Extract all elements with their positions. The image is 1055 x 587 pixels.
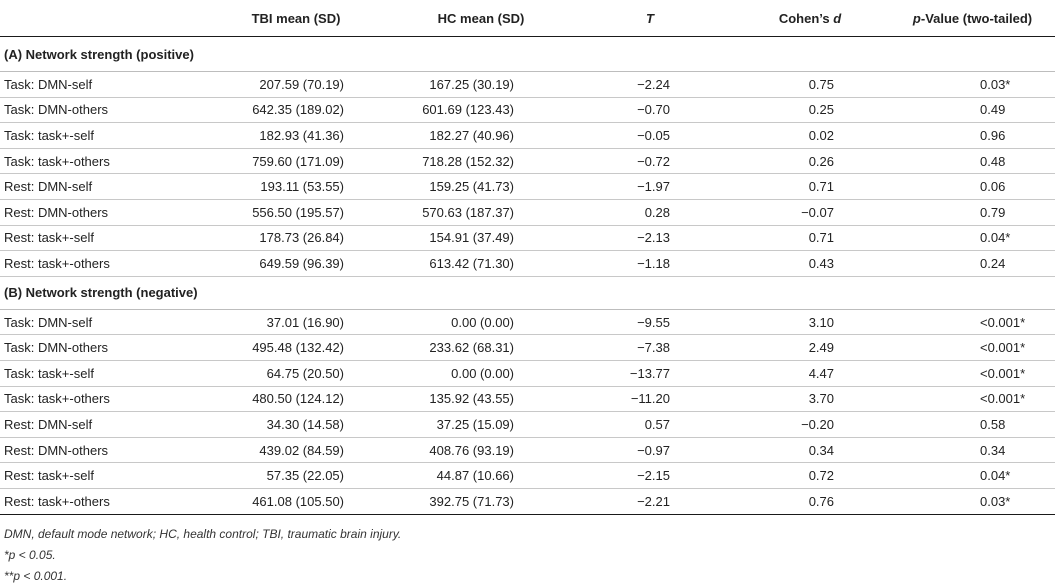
cell-tbi-mean: 461.08 (105.50)	[200, 488, 392, 514]
cell-p-value: <0.001*	[890, 335, 1055, 361]
cell-p-value: 0.49	[890, 97, 1055, 123]
cell-label: Task: task+-others	[0, 148, 200, 174]
cell-label: Rest: task+-others	[0, 488, 200, 514]
cell-label: Task: task+-self	[0, 360, 200, 386]
cell-p-value: 0.48	[890, 148, 1055, 174]
table-footnotes	[0, 524, 1055, 587]
cell-t: −2.13	[570, 225, 730, 251]
cell-p-value: 0.04*	[890, 225, 1055, 251]
table-row	[0, 225, 1055, 251]
cell-hc-mean: 37.25 (15.09)	[392, 412, 570, 438]
cell-t: −7.38	[570, 335, 730, 361]
cell-hc-mean: 0.00 (0.00)	[392, 309, 570, 335]
cell-t: 0.28	[570, 199, 730, 225]
cell-t: −9.55	[570, 309, 730, 335]
cell-p-value: 0.79	[890, 199, 1055, 225]
table-row	[0, 72, 1055, 98]
cell-cohens-d: 0.71	[730, 174, 890, 200]
header-cohens-d	[730, 0, 890, 37]
table-row	[0, 386, 1055, 412]
cell-hc-mean: 408.76 (93.19)	[392, 437, 570, 463]
cell-label: Task: task+-self	[0, 123, 200, 149]
cell-tbi-mean: 439.02 (84.59)	[200, 437, 392, 463]
header-hc: HC mean (SD)	[392, 0, 570, 37]
cell-cohens-d: 3.10	[730, 309, 890, 335]
cell-cohens-d: 0.25	[730, 97, 890, 123]
cell-tbi-mean: 182.93 (41.36)	[200, 123, 392, 149]
section-header-row	[0, 276, 1055, 309]
header-blank	[0, 0, 200, 37]
cell-cohens-d: −0.20	[730, 412, 890, 438]
footnote-abbreviations: DMN, default mode network; HC, health control; TBI, traumatic brain injury.	[4, 526, 402, 541]
cell-tbi-mean: 57.35 (22.05)	[200, 463, 392, 489]
cell-p-value: <0.001*	[890, 309, 1055, 335]
cell-label: Task: DMN-others	[0, 335, 200, 361]
cell-tbi-mean: 207.59 (70.19)	[200, 72, 392, 98]
table-row	[0, 148, 1055, 174]
table-row	[0, 251, 1055, 277]
cell-hc-mean: 392.75 (71.73)	[392, 488, 570, 514]
cell-p-value: <0.001*	[890, 386, 1055, 412]
cell-t: −2.21	[570, 488, 730, 514]
cell-label: Rest: DMN-others	[0, 199, 200, 225]
cell-t: −0.97	[570, 437, 730, 463]
cell-cohens-d: 2.49	[730, 335, 890, 361]
cell-cohens-d: 0.76	[730, 488, 890, 514]
cell-hc-mean: 601.69 (123.43)	[392, 97, 570, 123]
cell-label: Task: DMN-self	[0, 72, 200, 98]
cell-t: −2.24	[570, 72, 730, 98]
cell-label: Task: DMN-self	[0, 309, 200, 335]
header-p-suffix: -Value (two-tailed)	[920, 10, 1033, 26]
cell-t: −0.72	[570, 148, 730, 174]
header-p-symbol: p	[912, 10, 921, 26]
table-row	[0, 412, 1055, 438]
cell-hc-mean: 159.25 (41.73)	[392, 174, 570, 200]
cell-t: −1.18	[570, 251, 730, 277]
cell-tbi-mean: 193.11 (53.55)	[200, 174, 392, 200]
cell-hc-mean: 233.62 (68.31)	[392, 335, 570, 361]
cell-t: −2.15	[570, 463, 730, 489]
header-cohens-d-prefix: Cohen’s	[778, 10, 834, 26]
cell-hc-mean: 0.00 (0.00)	[392, 360, 570, 386]
footnote-significance-1: *p < 0.05.	[4, 547, 56, 562]
cell-cohens-d: 3.70	[730, 386, 890, 412]
cell-t: 0.57	[570, 412, 730, 438]
cell-label: Task: DMN-others	[0, 97, 200, 123]
cell-cohens-d: 0.34	[730, 437, 890, 463]
cell-p-value: 0.96	[890, 123, 1055, 149]
table-row	[0, 437, 1055, 463]
section-title: (A) Network strength (positive)	[0, 37, 1055, 72]
cell-t: −13.77	[570, 360, 730, 386]
section-header-row	[0, 37, 1055, 72]
table-header	[0, 0, 1055, 37]
cell-tbi-mean: 556.50 (195.57)	[200, 199, 392, 225]
cell-label: Rest: DMN-self	[0, 412, 200, 438]
footnote-significance-2: **p < 0.001.	[4, 568, 68, 583]
cell-t: −1.97	[570, 174, 730, 200]
cell-p-value: 0.34	[890, 437, 1055, 463]
cell-p-value: 0.06	[890, 174, 1055, 200]
cell-hc-mean: 182.27 (40.96)	[392, 123, 570, 149]
header-t: T	[570, 0, 730, 37]
section-title: (B) Network strength (negative)	[0, 276, 1055, 309]
cell-p-value: 0.58	[890, 412, 1055, 438]
cell-tbi-mean: 37.01 (16.90)	[200, 309, 392, 335]
header-cohens-d-symbol: d	[833, 10, 842, 26]
cell-tbi-mean: 759.60 (171.09)	[200, 148, 392, 174]
cell-tbi-mean: 649.59 (96.39)	[200, 251, 392, 277]
cell-tbi-mean: 480.50 (124.12)	[200, 386, 392, 412]
table-row	[0, 97, 1055, 123]
table-body	[0, 37, 1055, 515]
table-row	[0, 360, 1055, 386]
cell-p-value: 0.24	[890, 251, 1055, 277]
table-row	[0, 199, 1055, 225]
table-row	[0, 488, 1055, 514]
table-row	[0, 309, 1055, 335]
cell-cohens-d: 0.43	[730, 251, 890, 277]
cell-hc-mean: 44.87 (10.66)	[392, 463, 570, 489]
table-row	[0, 335, 1055, 361]
header-row	[0, 0, 1055, 37]
cell-label: Task: task+-others	[0, 386, 200, 412]
cell-hc-mean: 167.25 (30.19)	[392, 72, 570, 98]
cell-label: Rest: DMN-self	[0, 174, 200, 200]
cell-hc-mean: 613.42 (71.30)	[392, 251, 570, 277]
table-row	[0, 463, 1055, 489]
cell-tbi-mean: 178.73 (26.84)	[200, 225, 392, 251]
cell-p-value: <0.001*	[890, 360, 1055, 386]
cell-cohens-d: −0.07	[730, 199, 890, 225]
cell-t: −0.05	[570, 123, 730, 149]
cell-t: −11.20	[570, 386, 730, 412]
cell-cohens-d: 0.72	[730, 463, 890, 489]
header-p-value	[890, 0, 1055, 37]
cell-cohens-d: 0.26	[730, 148, 890, 174]
cell-p-value: 0.03*	[890, 72, 1055, 98]
cell-cohens-d: 0.75	[730, 72, 890, 98]
cell-cohens-d: 4.47	[730, 360, 890, 386]
cell-cohens-d: 0.02	[730, 123, 890, 149]
cell-tbi-mean: 34.30 (14.58)	[200, 412, 392, 438]
cell-p-value: 0.03*	[890, 488, 1055, 514]
cell-hc-mean: 718.28 (152.32)	[392, 148, 570, 174]
cell-t: −0.70	[570, 97, 730, 123]
cell-p-value: 0.04*	[890, 463, 1055, 489]
table-row	[0, 123, 1055, 149]
table-row	[0, 174, 1055, 200]
cell-label: Rest: DMN-others	[0, 437, 200, 463]
cell-hc-mean: 570.63 (187.37)	[392, 199, 570, 225]
cell-tbi-mean: 64.75 (20.50)	[200, 360, 392, 386]
header-tbi: TBI mean (SD)	[200, 0, 392, 37]
cell-label: Rest: task+-others	[0, 251, 200, 277]
cell-cohens-d: 0.71	[730, 225, 890, 251]
cell-hc-mean: 135.92 (43.55)	[392, 386, 570, 412]
cell-tbi-mean: 495.48 (132.42)	[200, 335, 392, 361]
cell-label: Rest: task+-self	[0, 225, 200, 251]
cell-tbi-mean: 642.35 (189.02)	[200, 97, 392, 123]
cell-hc-mean: 154.91 (37.49)	[392, 225, 570, 251]
cell-label: Rest: task+-self	[0, 463, 200, 489]
